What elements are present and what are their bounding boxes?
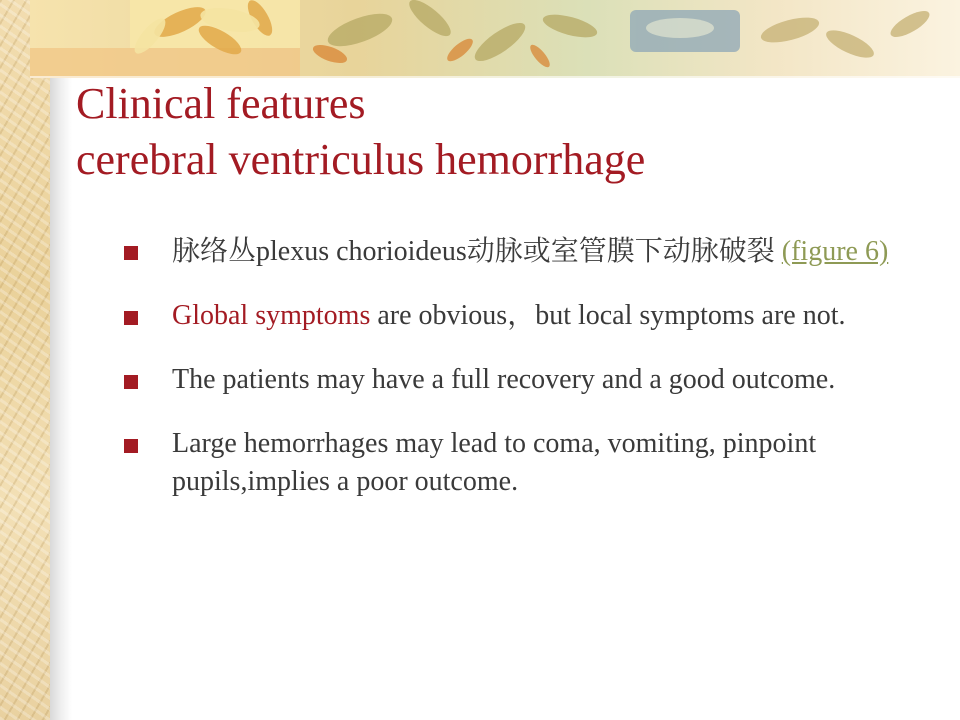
bullet-item — [120, 232, 920, 271]
bullet-item — [120, 297, 920, 335]
bullet-item — [120, 425, 920, 501]
bullet-square-icon — [124, 246, 138, 260]
bullet-text-cjk-suffix: 动脉或室管膜下动脉破裂 — [466, 234, 775, 267]
bullet-text: are obvious，but local symptoms are not. — [370, 300, 846, 331]
bullet-square-icon — [124, 375, 138, 389]
figure-6-link[interactable]: (figure 6) — [781, 236, 889, 267]
slide-title-line-2: cerebral ventriculus hemorrhage — [76, 135, 646, 184]
left-strip-shadow — [50, 0, 72, 720]
bullet-text-latin: plexus chorioideus — [256, 236, 467, 267]
bullet-text: The patients may have a full recovery and a good outcome. — [172, 364, 836, 395]
decorative-left-strip — [0, 0, 50, 720]
bullet-list — [120, 232, 920, 501]
slide-title — [76, 76, 936, 188]
bullet-square-icon — [124, 439, 138, 453]
bullet-highlight-text: Global symptoms — [172, 300, 371, 331]
bullet-square-icon — [124, 311, 138, 325]
bullet-text: Large hemorrhages may lead to coma, vomiting, pinpoint pupils,implies a poor outcome. — [172, 428, 817, 497]
bullet-item — [120, 361, 920, 399]
bullet-text-cjk-prefix: 脉络丛 — [172, 234, 257, 267]
slide-title-line-1: Clinical features — [76, 79, 366, 128]
decorative-leaf-banner — [30, 0, 960, 78]
